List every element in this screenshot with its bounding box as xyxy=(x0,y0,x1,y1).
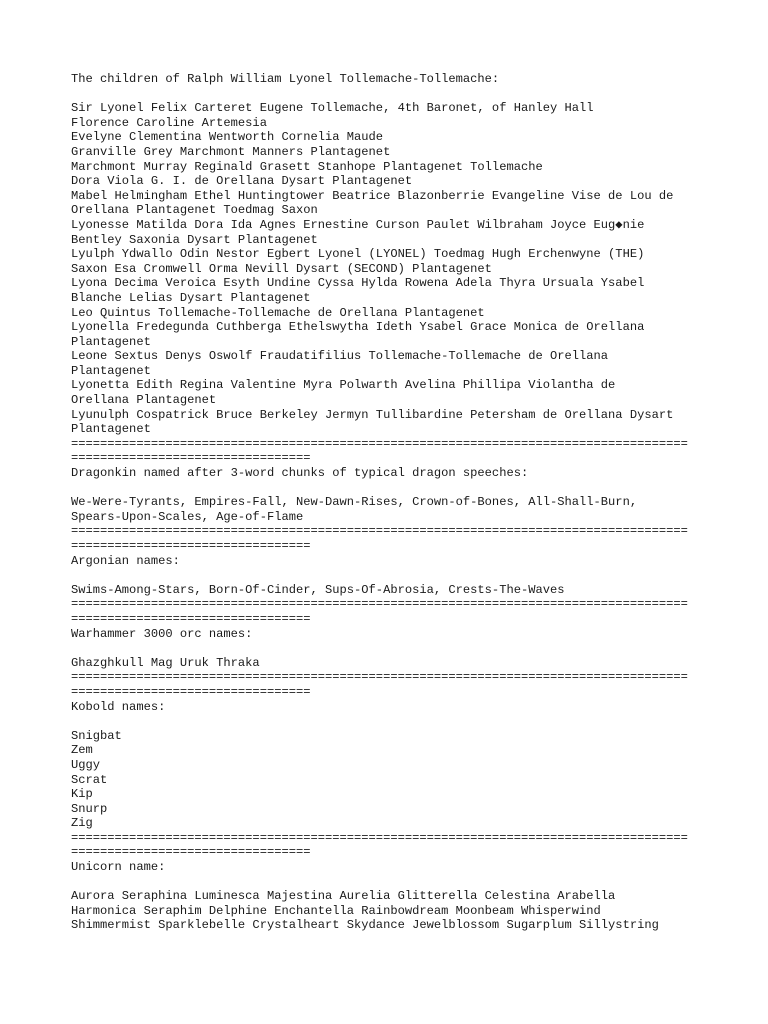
children-line: Lyonetta Edith Regina Valentine Myra Polwarth Avelina Phillipa Violantha de xyxy=(71,378,616,393)
kobold-name: Zig xyxy=(71,816,93,831)
separator-line: ===================================================================================== xyxy=(71,597,688,612)
children-line: Leone Sextus Denys Oswolf Fraudatifilius Tollemache-Tollemache de Orellana xyxy=(71,349,609,364)
blank-line xyxy=(71,714,711,729)
children-line: Plantagenet xyxy=(71,363,151,378)
children-line: Lyunulph Cospatrick Bruce Berkeley Jermyn Tullibardine Petersham de Orellana Dysart xyxy=(71,407,674,422)
blank-line xyxy=(71,568,711,583)
children-line: Sir Lyonel Felix Carteret Eugene Tollemache, 4th Baronet, of Hanley Hall xyxy=(71,101,594,116)
separator-line: ================================= xyxy=(71,845,311,860)
children-line: Lyona Decima Veroica Esyth Undine Cyssa Hylda Rowena Adela Thyra Ursuala Ysabel xyxy=(71,276,645,291)
blank-line xyxy=(71,87,711,102)
section-heading-argonian: Argonian names: xyxy=(71,553,180,568)
blank-line xyxy=(71,641,711,656)
blank-line xyxy=(71,481,711,496)
children-line: Plantagenet xyxy=(71,422,151,437)
unicorn-line: Shimmermist Sparklebelle Crystalheart Skydance Jewelblossom Sugarplum Sillystring xyxy=(71,918,659,933)
separator-line: ================================= xyxy=(71,684,311,699)
dragonkin-line: We-Were-Tyrants, Empires-Fall, New-Dawn-Rises, Crown-of-Bones, All-Shall-Burn, xyxy=(71,495,638,510)
separator-line: ===================================================================================== xyxy=(71,670,688,685)
children-line: Florence Caroline Artemesia xyxy=(71,115,267,130)
children-line: Lyonesse Matilda Dora Ida Agnes Ernestine Curson Paulet Wilbraham Joyce Eug◆nie xyxy=(71,217,645,232)
children-line: Orellana Plantagenet xyxy=(71,393,217,408)
dragonkin-line: Spears-Upon-Scales, Age-of-Flame xyxy=(71,509,304,524)
section-heading-unicorn: Unicorn name: xyxy=(71,860,166,875)
kobold-name: Uggy xyxy=(71,757,101,772)
children-line: Plantagenet xyxy=(71,334,151,349)
children-line: Saxon Esa Cromwell Orma Nevill Dysart (SECOND) Plantagenet xyxy=(71,261,492,276)
kobold-name: Zem xyxy=(71,743,93,758)
section-heading-orc: Warhammer 3000 orc names: xyxy=(71,626,253,641)
separator-line: ===================================================================================== xyxy=(71,436,688,451)
separator-line: ================================= xyxy=(71,451,311,466)
children-line: Marchmont Murray Reginald Grasett Stanhope Plantagenet Tollemache xyxy=(71,159,543,174)
separator-line: ================================= xyxy=(71,611,311,626)
children-line: Bentley Saxonia Dysart Plantagenet xyxy=(71,232,318,247)
section-heading-children: The children of Ralph William Lyonel Tollemache-Tollemache: xyxy=(71,72,500,86)
separator-line: ===================================================================================== xyxy=(71,830,688,845)
kobold-name: Kip xyxy=(71,787,93,802)
children-line: Mabel Helmingham Ethel Huntingtower Beatrice Blazonberrie Evangeline Vise de Lou de xyxy=(71,188,674,203)
orc-line: Ghazghkull Mag Uruk Thraka xyxy=(71,655,260,670)
children-line: Lyulph Ydwallo Odin Nestor Egbert Lyonel (LYONEL) Toedmag Hugh Erchenwyne (THE) xyxy=(71,247,645,262)
children-line: Leo Quintus Tollemache-Tollemache de Orellana Plantagenet xyxy=(71,305,485,320)
unicorn-line: Harmonica Seraphim Delphine Enchantella Rainbowdream Moonbeam Whisperwind xyxy=(71,903,601,918)
kobold-name: Snigbat xyxy=(71,728,122,743)
section-heading-dragonkin: Dragonkin named after 3-word chunks of typical dragon speeches: xyxy=(71,466,529,481)
children-line: Granville Grey Marchmont Manners Plantagenet xyxy=(71,144,391,159)
blank-line xyxy=(71,875,711,890)
kobold-name: Scrat xyxy=(71,772,108,787)
argonian-line: Swims-Among-Stars, Born-Of-Cinder, Sups-Of-Abrosia, Crests-The-Waves xyxy=(71,582,565,597)
children-line: Lyonella Fredegunda Cuthberga Ethelswytha Ideth Ysabel Grace Monica de Orellana xyxy=(71,320,645,335)
children-line: Orellana Plantagenet Toedmag Saxon xyxy=(71,203,318,218)
children-line: Blanche Lelias Dysart Plantagenet xyxy=(71,290,311,305)
section-heading-kobold: Kobold names: xyxy=(71,699,166,714)
children-line: Dora Viola G. I. de Orellana Dysart Plantagenet xyxy=(71,174,413,189)
separator-line: ================================= xyxy=(71,539,311,553)
separator-line: ===================================================================================== xyxy=(71,524,688,539)
unicorn-line: Aurora Seraphina Luminesca Majestina Aurelia Glitterella Celestina Arabella xyxy=(71,889,616,904)
kobold-name: Snurp xyxy=(71,801,108,816)
document-body xyxy=(71,72,711,933)
children-line: Evelyne Clementina Wentworth Cornelia Maude xyxy=(71,130,384,145)
